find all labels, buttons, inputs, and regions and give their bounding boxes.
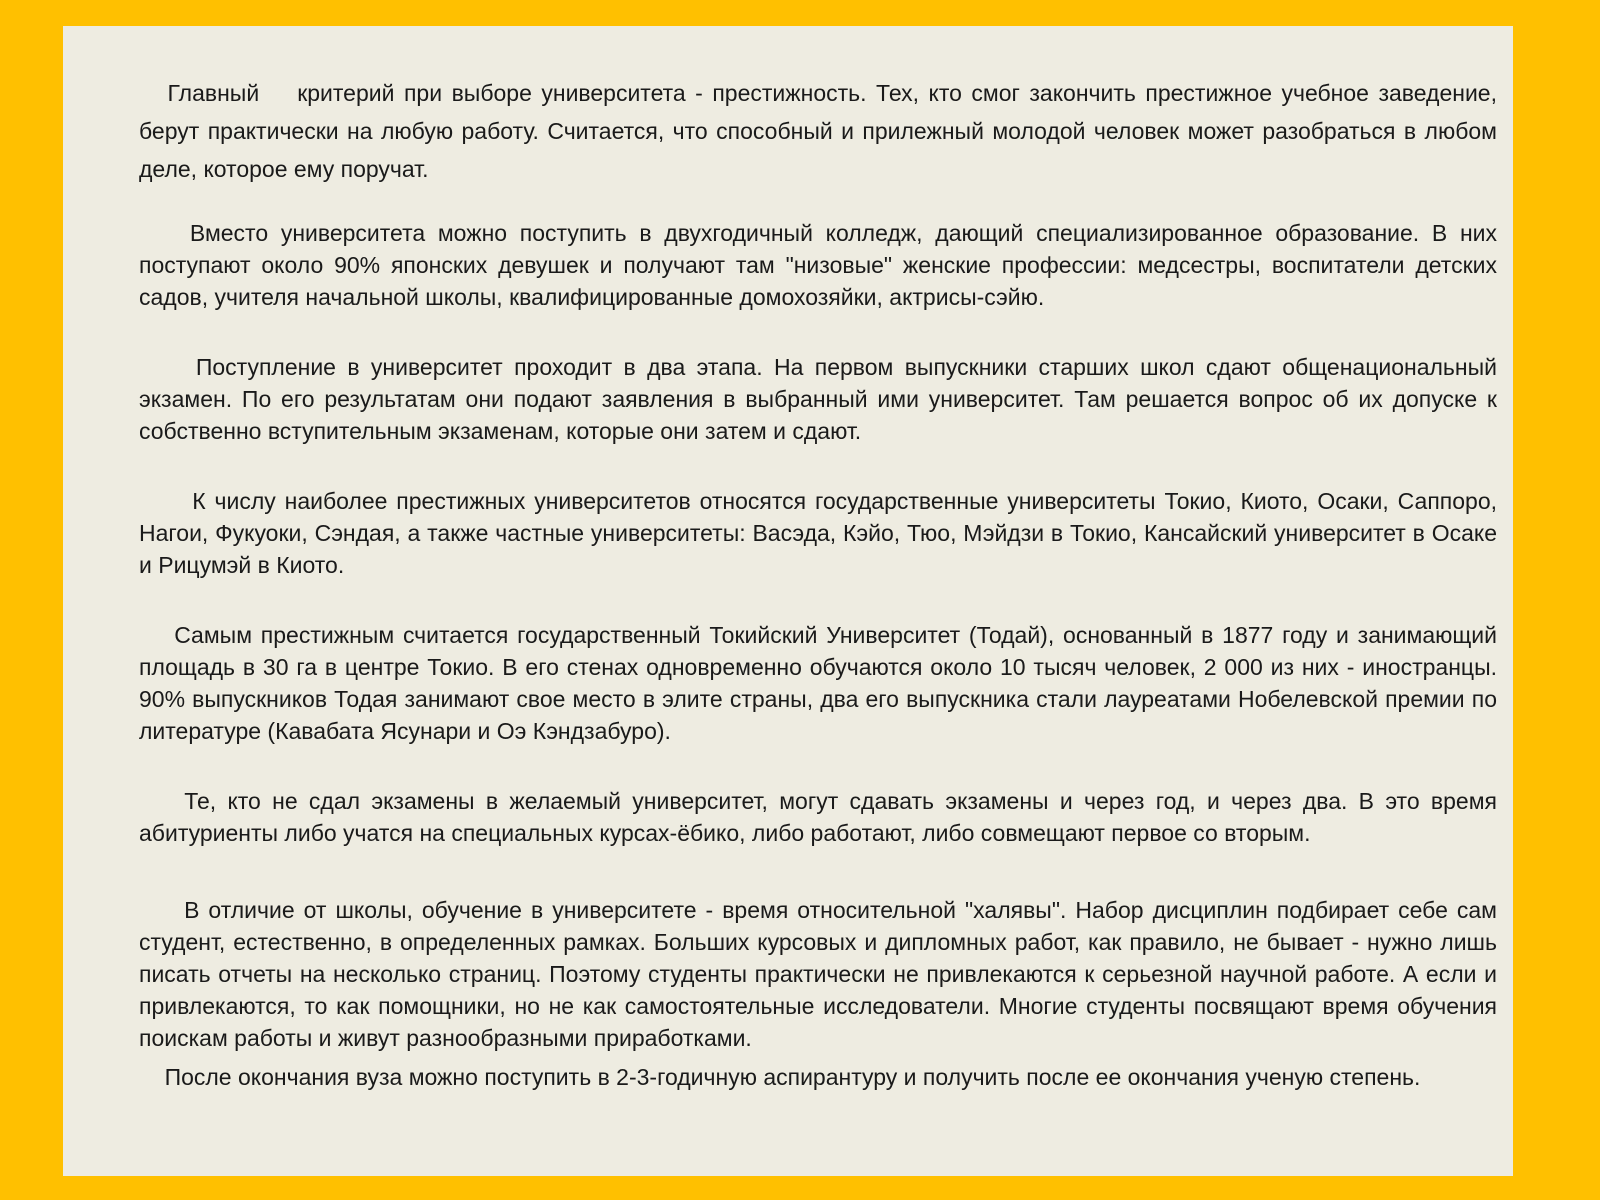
paragraph-criterion: Главный критерий при выборе университета - престижность. Тех, кто смог закончить престижное учебное заведение, берут практически на любую работу. Считается, что способный и прилежный молодой человек может разобраться в любом деле, которое ему поручат.: [139, 80, 1504, 182]
paragraph-college: Вместо университета можно поступить в двухгодичный колледж, дающий специализированное образование. В них поступают около 90% японских девушек и получают там "низовые" женские профессии: медсестры, воспитатели детских садов, учителя начальной школы, квалифицированные домохозяйки, актрисы-сэйю.: [139, 220, 1504, 310]
paragraph-admission: Поступление в университет проходит в два этапа. На первом выпускники старших школ сдают общенациональный экзамен. По его результатам они подают заявления в выбранный ими университет. Там решается вопрос об их допуске к собственно вступительным экзаменам, которые они затем и сдают.: [139, 354, 1504, 444]
paragraph-postgraduate: После окончания вуза можно поступить в 2-3-годичную аспирантуру и получить после ее окончания ученую степень.: [139, 1064, 1421, 1090]
paragraph-todai: Самым престижным считается государственный Токийский Университет (Тодай), основанный в 1877 году и занимающий площадь в 30 га в центре Токио. В его стенах одновременно обучаются около 10 тысяч человек, 2 000 из них - иностранцы. 90% выпускников Тодая занимают свое место в элите страны, два его выпускника стали лауреатами Нобелевской премии по литературе (Кавабата Ясунари и Оэ Кэндзабуро).: [139, 622, 1504, 744]
text-panel: [63, 26, 1513, 1176]
paragraph-study-life: В отличие от школы, обучение в университете - время относительной "халявы". Набор дисциплин подбирает себе сам студент, естественно, в определенных рамках. Больших курсовых и дипломных работ, как правило, не бывает - нужно лишь писать отчеты на несколько страниц. Поэтому студенты практически не привлекаются к серьезной научной работе. А если и привлекаются, то как помощники, но не как самостоятельные исследователи. Многие студенты посвящают время обучения поискам работы и живут разнообразными приработками.: [139, 897, 1504, 1051]
paragraph-prestigious-universities: К числу наиболее престижных университетов относятся государственные университеты Токио, Киото, Осаки, Саппоро, Нагои, Фукуоки, Сэндая, а также частные университеты: Васэда, Кэйо, Тюо, Мэйдзи в Токио, Кансайский университет в Осаке и Рицумэй в Киото.: [139, 488, 1504, 578]
paragraph-retake-exams: Те, кто не сдал экзамены в желаемый университет, могут сдавать экзамены и через год, и через два. В это время абитуриенты либо учатся на специальных курсах-ёбико, либо работают, либо совмещают первое со вторым.: [139, 788, 1504, 846]
